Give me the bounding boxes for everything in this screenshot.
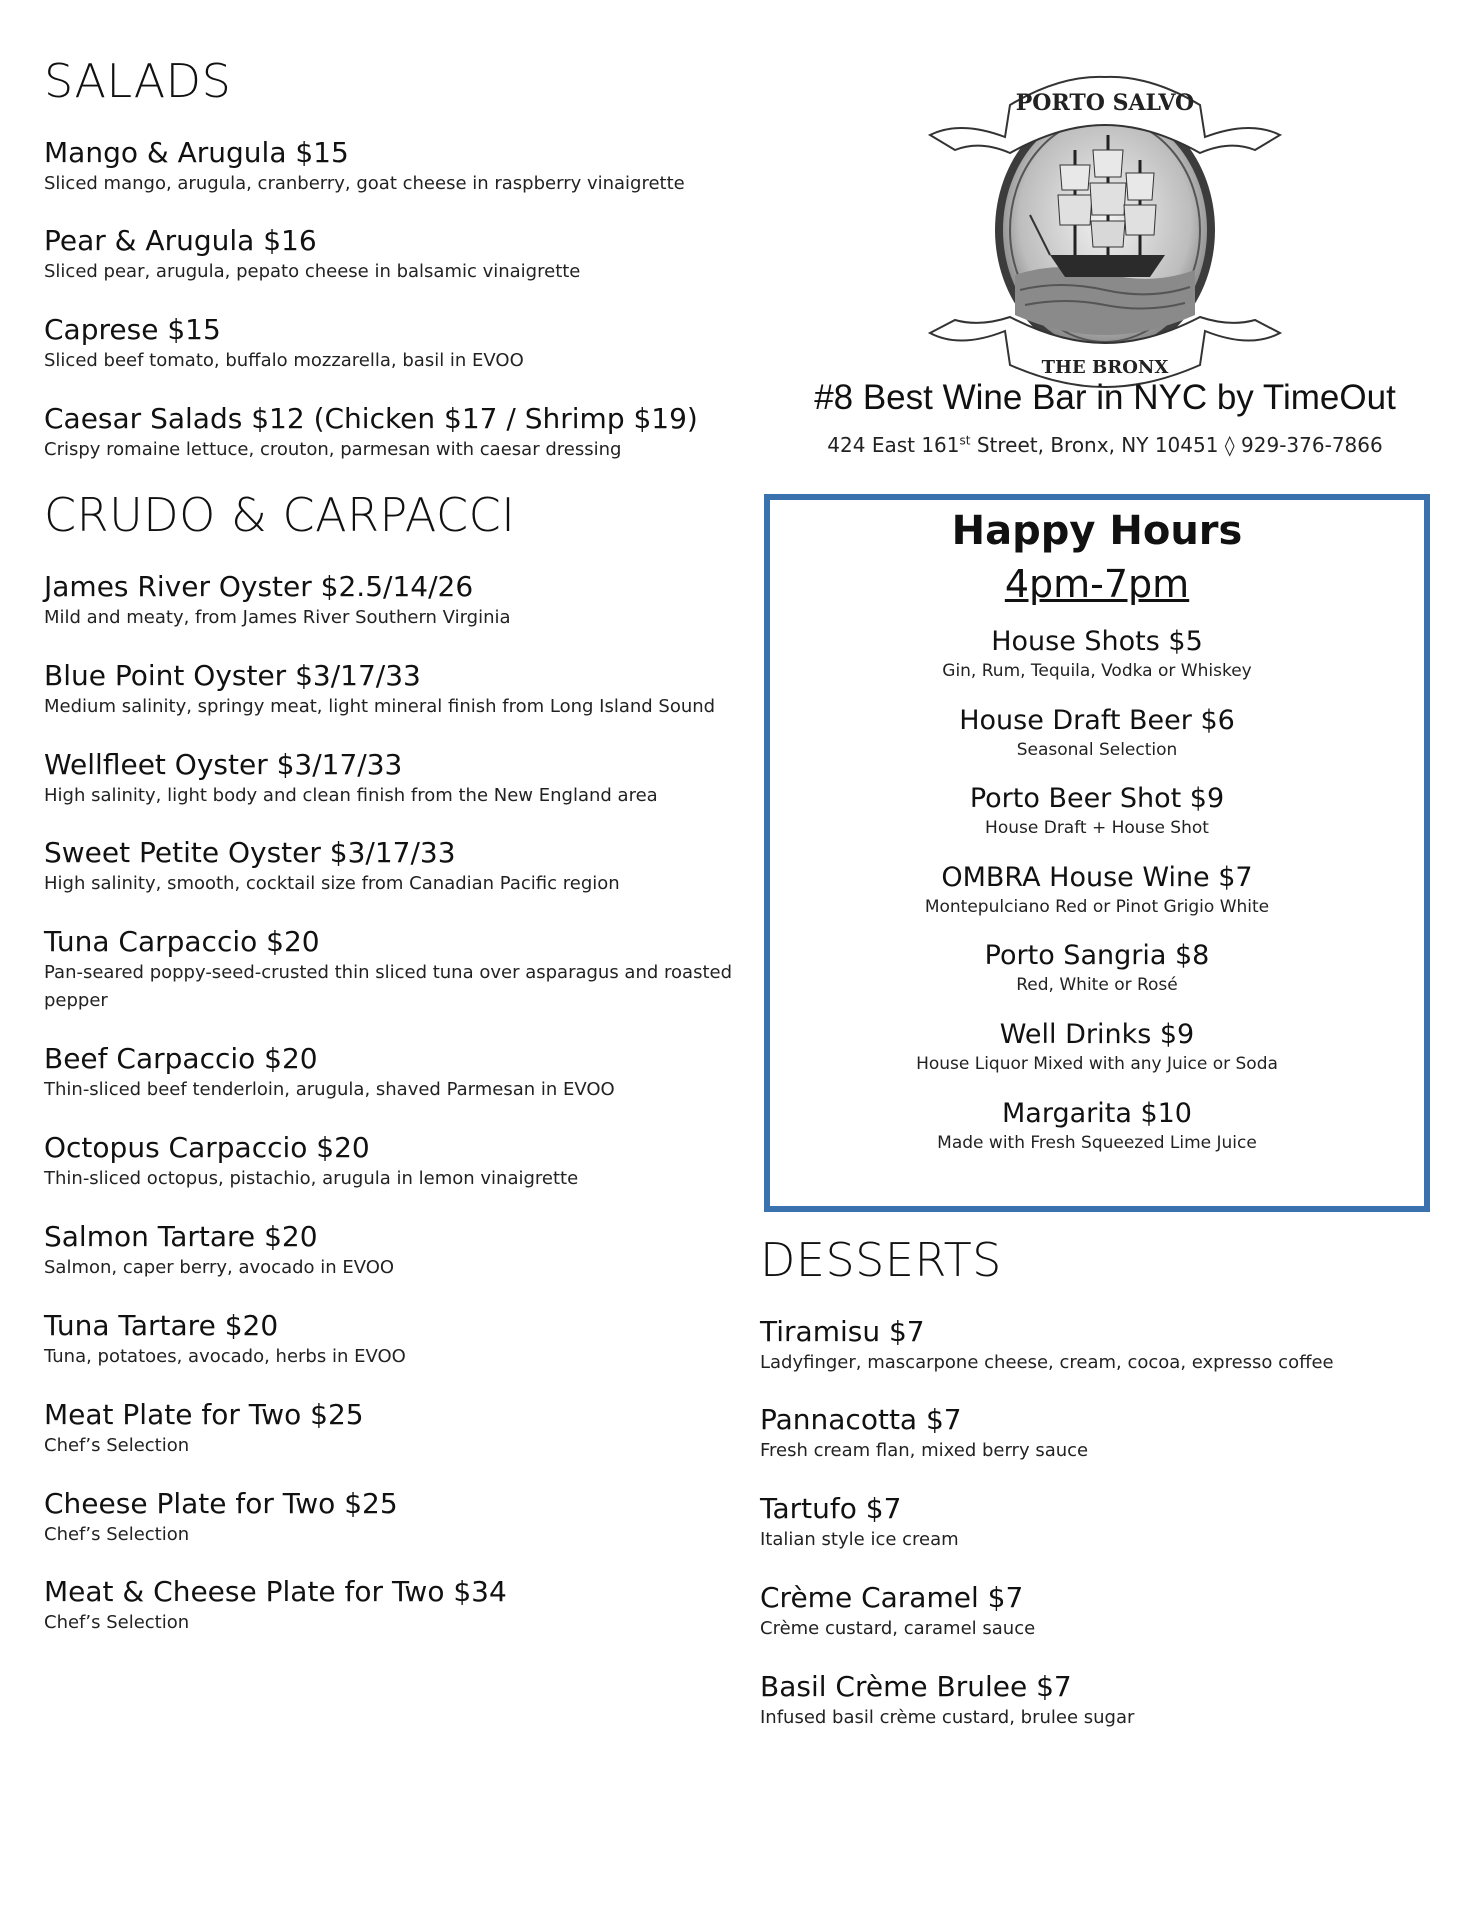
menu-item: [44, 1397, 744, 1460]
happy-hours-item: [770, 1096, 1424, 1157]
item-description: Sliced mango, arugula, cranberry, goat cheese in raspberry vinaigrette: [44, 172, 685, 194]
item-description: Salmon, caper berry, avocado in EVOO: [44, 1256, 395, 1278]
item-name: Basil Crème Brulee $7: [760, 1670, 1072, 1704]
item-name: House Draft Beer $6: [959, 704, 1235, 736]
address-street: 424 East 161: [827, 433, 960, 457]
porto-salvo-logo: [910, 65, 1300, 395]
item-description: Sliced beef tomato, buffalo mozzarella, basil in EVOO: [44, 350, 524, 372]
menu-item: [44, 223, 744, 286]
menu-item: [760, 1402, 1450, 1465]
menu-item: [760, 1314, 1450, 1377]
item-description: Pan-seared poppy-seed-crusted thin sliced tuna over asparagus and roasted pepper: [44, 962, 732, 1012]
item-description: Red, White or Rosé: [1016, 975, 1178, 996]
item-name: Sweet Petite Oyster $3/17/33: [44, 836, 456, 870]
item-description: Gin, Rum, Tequila, Vodka or Whiskey: [942, 661, 1252, 682]
menu-item: [44, 1219, 744, 1282]
item-name: Crème Caramel $7: [760, 1581, 1024, 1615]
happy-hours-item: [770, 781, 1424, 842]
salads-heading: SALADS: [44, 54, 232, 108]
address: [760, 433, 1450, 457]
item-name: Meat & Cheese Plate for Two $34: [44, 1575, 507, 1609]
item-description: Seasonal Selection: [1016, 739, 1178, 760]
item-description: Fresh cream flan, mixed berry sauce: [760, 1440, 1089, 1462]
left-column: [44, 56, 744, 1637]
item-name: Pear & Arugula $16: [44, 224, 317, 258]
item-description: High salinity, smooth, cocktail size from Canadian Pacific region: [44, 873, 620, 895]
logo-bottom-text: THE BRONX: [1041, 357, 1169, 378]
menu-item: [760, 1580, 1450, 1643]
happy-hours-item: [770, 703, 1424, 764]
item-description: High salinity, light body and clean finish from the New England area: [44, 784, 658, 806]
menu-item: [44, 658, 744, 721]
menu-item: [44, 747, 744, 810]
item-name: Blue Point Oyster $3/17/33: [44, 658, 421, 692]
item-name: Salmon Tartare $20: [44, 1219, 318, 1253]
item-name: Tiramisu $7: [760, 1314, 925, 1348]
menu-item: [44, 1308, 744, 1371]
menu-item: [44, 401, 744, 464]
happy-hours-title: Happy Hours: [951, 508, 1243, 554]
item-description: Crème custard, caramel sauce: [760, 1618, 1036, 1640]
item-description: Chef’s Selection: [44, 1434, 190, 1456]
item-description: Thin-sliced beef tenderloin, arugula, shaved Parmesan in EVOO: [44, 1079, 615, 1101]
menu-item: [44, 835, 744, 898]
item-description: Chef’s Selection: [44, 1612, 190, 1634]
item-name: Pannacotta $7: [760, 1403, 962, 1437]
menu-item: [44, 1486, 744, 1549]
item-name: Porto Sangria $8: [984, 940, 1210, 972]
happy-hours-box: [764, 494, 1430, 1212]
happy-hours-item: [770, 1017, 1424, 1078]
salads-list: [44, 135, 744, 465]
happy-hours-time: 4pm-7pm: [1004, 562, 1190, 606]
menu-item: [44, 1130, 744, 1193]
item-name: Wellfleet Oyster $3/17/33: [44, 747, 403, 781]
menu-item: [44, 1041, 744, 1104]
desserts-section: [760, 1235, 1450, 1732]
address-suffix: st: [959, 433, 971, 448]
item-name: Well Drinks $9: [999, 1018, 1195, 1050]
desserts-list: [760, 1314, 1450, 1732]
item-description: Thin-sliced octopus, pistachio, arugula in lemon vinaigrette: [44, 1167, 579, 1189]
item-name: James River Oyster $2.5/14/26: [44, 569, 474, 603]
item-name: Margarita $10: [1001, 1097, 1192, 1129]
item-name: Porto Beer Shot $9: [969, 783, 1225, 815]
item-description: Crispy romaine lettuce, crouton, parmesan with caesar dressing: [44, 439, 622, 461]
item-description: Ladyfinger, mascarpone cheese, cream, cocoa, expresso coffee: [760, 1351, 1334, 1373]
item-description: Mild and meaty, from James River Southern Virginia: [44, 606, 511, 628]
item-description: Chef’s Selection: [44, 1523, 190, 1545]
item-description: House Liquor Mixed with any Juice or Soda: [916, 1054, 1278, 1075]
menu-item: [760, 1669, 1450, 1732]
item-name: Beef Carpaccio $20: [44, 1042, 318, 1076]
desserts-heading: DESSERTS: [760, 1233, 1002, 1287]
item-name: Tartufo $7: [760, 1492, 902, 1526]
menu-item: [44, 312, 744, 375]
menu-item: [44, 135, 744, 198]
item-name: Tuna Tartare $20: [44, 1308, 279, 1342]
item-name: Caprese $15: [44, 313, 221, 347]
item-name: Caesar Salads $12 (Chicken $17 / Shrimp $19): [44, 402, 698, 436]
item-name: Cheese Plate for Two $25: [44, 1486, 398, 1520]
item-name: House Shots $5: [991, 626, 1203, 657]
item-description: Sliced pear, arugula, pepato cheese in balsamic vinaigrette: [44, 261, 581, 283]
menu-item: [760, 1491, 1450, 1554]
item-name: Meat Plate for Two $25: [44, 1397, 364, 1431]
item-name: Tuna Carpaccio $20: [44, 925, 320, 959]
happy-hours-item: [770, 860, 1424, 921]
item-description: Montepulciano Red or Pinot Grigio White: [924, 896, 1270, 917]
item-name: OMBRA House Wine $7: [941, 861, 1253, 893]
item-name: Octopus Carpaccio $20: [44, 1130, 370, 1164]
crudo-list: [44, 569, 744, 1638]
item-description: Infused basil crème custard, brulee sugar: [760, 1707, 1135, 1729]
item-description: House Draft + House Shot: [985, 818, 1209, 839]
item-description: Tuna, potatoes, avocado, herbs in EVOO: [44, 1345, 406, 1367]
menu-item: [44, 1574, 744, 1637]
menu-item: [44, 924, 744, 1015]
menu-item: [44, 569, 744, 632]
item-name: Mango & Arugula $15: [44, 135, 349, 169]
happy-hours-item: [770, 938, 1424, 999]
item-description: Made with Fresh Squeezed Lime Juice: [937, 1132, 1257, 1153]
happy-hours-item: [770, 624, 1424, 685]
address-rest: Street, Bronx, NY 10451 ◊ 929-376-7866: [970, 433, 1383, 457]
item-description: Medium salinity, springy meat, light mineral finish from Long Island Sound: [44, 695, 716, 717]
crudo-heading: CRUDO & CARPACCI: [44, 488, 516, 543]
logo-top-text: PORTO SALVO: [1015, 90, 1195, 116]
item-description: Italian style ice cream: [760, 1529, 959, 1551]
tagline: #8 Best Wine Bar in NYC by TimeOut: [814, 378, 1396, 417]
